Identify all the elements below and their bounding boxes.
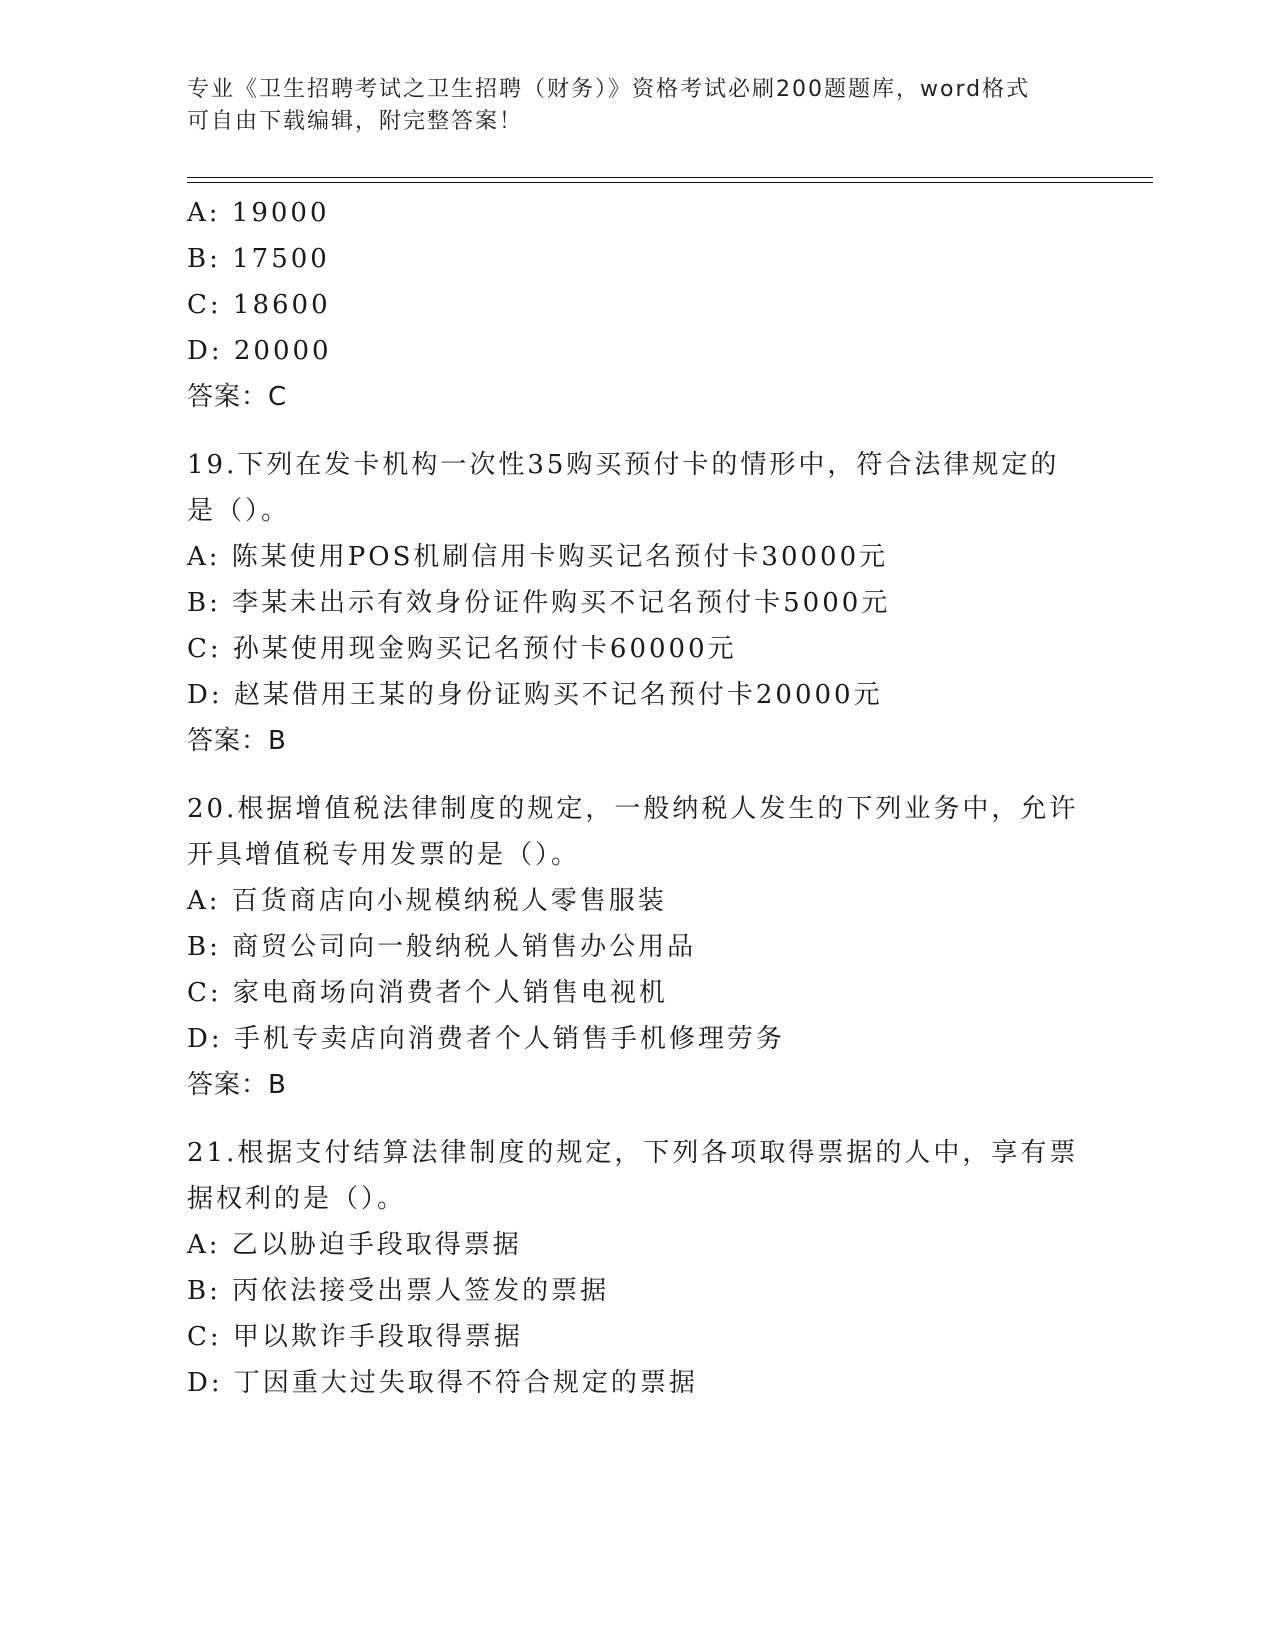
- option-a: A: 百货商店向小规模纳税人零售服装: [187, 886, 667, 916]
- header-line-2: 可自由下载编辑，附完整答案！: [187, 109, 524, 134]
- option-d: D: 20000: [187, 336, 332, 366]
- header-line-1: 专业《卫生招聘考试之卫生招聘（财务）》资格考试必刷200题题库，word格式: [187, 77, 1031, 102]
- question-stem-line-1: 21.根据支付结算法律制度的规定，下列各项取得票据的人中，享有票: [187, 1138, 1079, 1168]
- option-c: C: 18600: [187, 290, 331, 320]
- question-stem-line-2: 是（）。: [187, 496, 291, 526]
- option-c: C: 家电商场向消费者个人销售电视机: [187, 978, 668, 1008]
- answer-line: 答案：B: [187, 726, 287, 756]
- option-b: B: 商贸公司向一般纳税人销售办公用品: [187, 932, 697, 962]
- question-block-18: [187, 190, 1087, 420]
- header-divider-bottom: [187, 182, 1153, 183]
- option-a: A: 19000: [187, 198, 330, 228]
- option-b: B: 丙依法接受出票人签发的票据: [187, 1276, 610, 1306]
- option-a: A: 陈某使用POS机刷信用卡购买记名预付卡30000元: [187, 542, 889, 572]
- option-d: D: 手机专卖店向消费者个人销售手机修理劳务: [187, 1024, 785, 1054]
- answer-line: 答案：B: [187, 1070, 287, 1100]
- question-block-20: [187, 786, 1087, 1108]
- option-d: D: 丁因重大过失取得不符合规定的票据: [187, 1368, 698, 1398]
- question-stem-line-2: 开具增值税专用发票的是（）。: [187, 840, 581, 870]
- question-stem-line-2: 据权利的是（）。: [187, 1184, 407, 1214]
- question-block-19: [187, 442, 1087, 764]
- option-b: B: 17500: [187, 244, 330, 274]
- answer-line: 答案：C: [187, 382, 288, 412]
- option-c: C: 孙某使用现金购买记名预付卡60000元: [187, 634, 737, 664]
- question-stem-line-1: 19.下列在发卡机构一次性35购买预付卡的情形中，符合法律规定的: [187, 450, 1060, 480]
- option-d: D: 赵某借用王某的身份证购买不记名预付卡20000元: [187, 680, 883, 710]
- option-a: A: 乙以胁迫手段取得票据: [187, 1230, 522, 1260]
- header-divider-top: [187, 177, 1153, 178]
- document-header: [187, 74, 1087, 138]
- question-stem-line-1: 20.根据增值税法律制度的规定，一般纳税人发生的下列业务中，允许: [187, 794, 1079, 824]
- option-b: B: 李某未出示有效身份证件购买不记名预付卡5000元: [187, 588, 891, 618]
- option-c: C: 甲以欺诈手段取得票据: [187, 1322, 523, 1352]
- question-list: [187, 190, 1087, 1406]
- question-block-21: [187, 1130, 1087, 1406]
